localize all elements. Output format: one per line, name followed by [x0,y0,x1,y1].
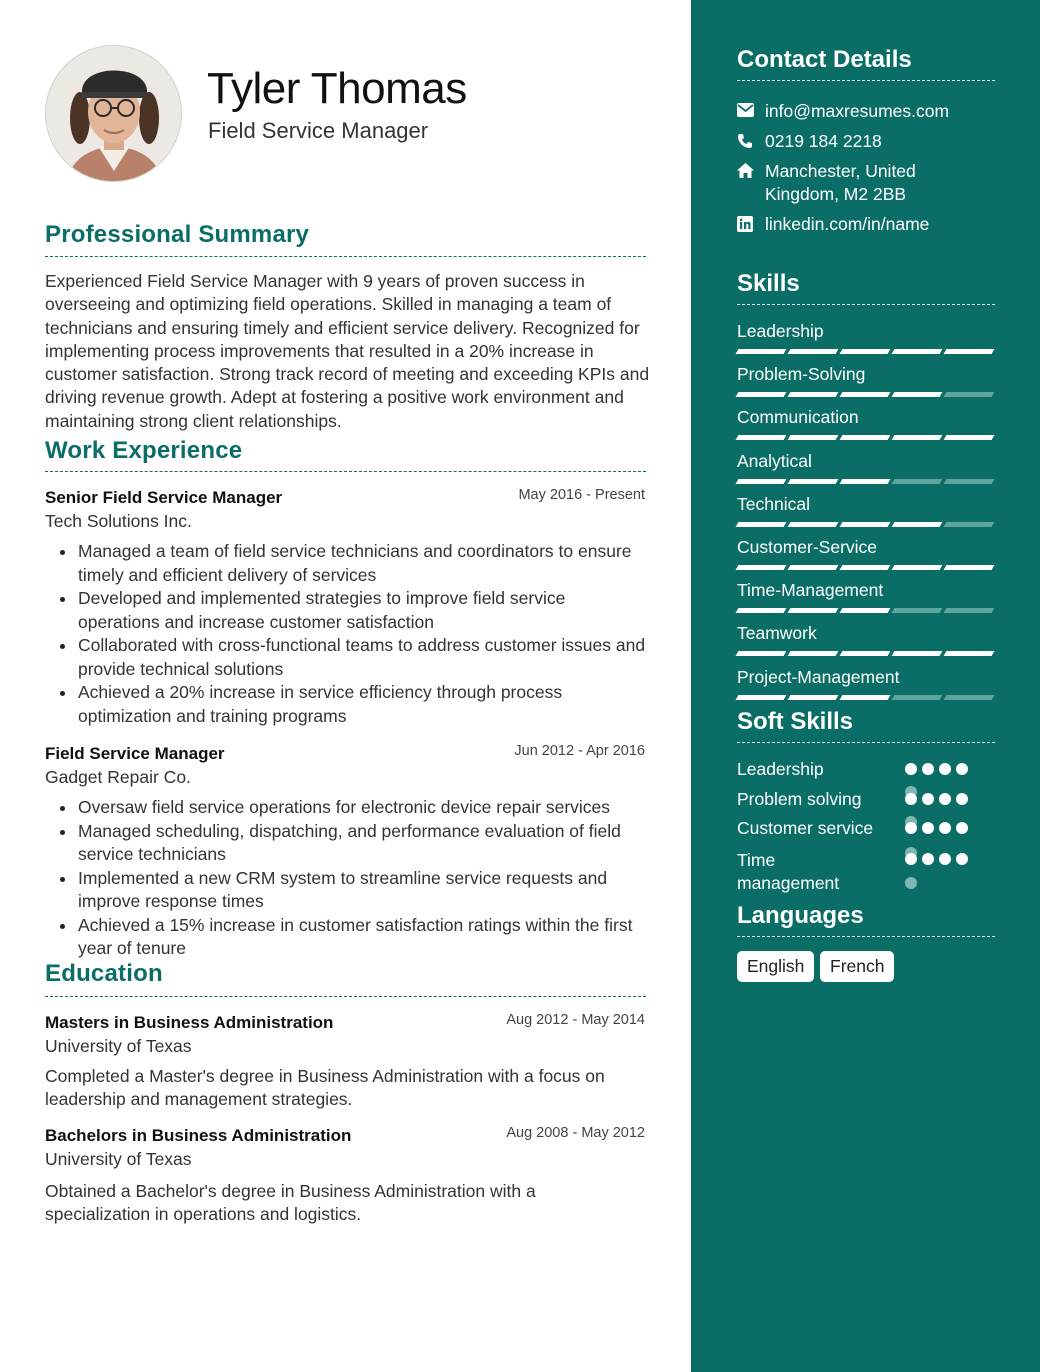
degree-title: Masters in Business Administration [45,1013,334,1032]
skill-segment-filled [840,651,891,656]
contact-linkedin-text: linkedin.com/in/name [765,214,930,234]
skill-level-bar [737,349,993,354]
education-description: Completed a Master's degree in Business Administration with a focus on leadership and management strategies. [45,1066,605,1110]
contact-email[interactable] [737,100,1007,123]
portrait-image [46,46,182,182]
skill-segment-filled [840,565,891,570]
soft-skill-label: Problem solving [737,789,862,809]
list-item: Collaborated with cross-functional teams to address customer issues and provide technical solutions [78,634,648,681]
skill-segment-filled [788,392,839,397]
skill-segment-filled [736,651,787,656]
skill-segment-filled [736,522,787,527]
skill-segment-filled [892,522,943,527]
school-name: University of Texas [45,1149,192,1169]
skill-label: Customer-Service [737,537,878,557]
skill-segment-filled [736,435,787,440]
job-company: Tech Solutions Inc. [45,511,192,531]
list-item: Achieved a 15% increase in customer satisfaction ratings within the first year of tenure [78,914,648,961]
soft-skill-label: Leadership [737,759,824,779]
skill-segment-filled [840,479,891,484]
candidate-name: Tyler Thomas [207,64,467,113]
skill-label: Project-Management [737,666,900,687]
sidebar [691,0,1040,1372]
skill-segment-filled [944,651,995,656]
soft-skill-label: Time management [737,850,840,893]
skill-segment-filled [840,522,891,527]
skill-level-bar [737,392,993,397]
soft-skill-rating [905,822,968,834]
job-date: Jun 2012 - Apr 2016 [514,743,645,759]
language-tag: French [820,951,894,982]
avatar [45,45,182,182]
job-title: Field Service Manager [45,744,225,763]
soft-skill-rating [905,763,968,775]
skill-level-bar [737,522,993,527]
section-title-soft-skills: Soft Skills [737,708,854,735]
skill-segment-filled [736,479,787,484]
envelope-icon [737,100,765,123]
skill-label: Problem-Solving [737,364,866,385]
skill-level-bar [737,479,993,484]
skill-segment-filled [788,479,839,484]
skill-level-bar [737,608,993,613]
skill-level-bar [737,565,993,570]
skill-segment-filled [788,608,839,613]
section-title-languages: Languages [737,902,864,929]
summary-text: Experienced Field Service Manager with 9 years of proven success in overseeing and optimizing field operations. Skilled in managing a team of technicians and ensuring timely and efficient service delivery. Recognized for implementing process improvements that resulted in a 20% increase in customer satisfaction. Strong track record of meeting and exceeding KPIs and driving revenue growth. Adept at fostering a positive work environment and maintaining strong client relationships. [45,271,650,431]
skill-segment-filled [944,565,995,570]
list-item: Managed scheduling, dispatching, and performance evaluation of field service technicians [78,820,648,867]
skill-segment-filled [840,695,891,700]
skill-segment-filled [840,349,891,354]
job-bullets [78,540,648,728]
job-date: May 2016 - Present [518,487,645,503]
section-divider [737,80,995,81]
list-item: Developed and implemented strategies to improve field service operations and increase customer satisfaction [78,587,648,634]
skill-segment-empty [944,479,995,484]
list-item: Oversaw field service operations for electronic device repair services [78,796,648,820]
skill-segment-filled [736,349,787,354]
language-tag: English [737,951,814,982]
skill-segment-filled [788,565,839,570]
job-title: Senior Field Service Manager [45,488,283,507]
skill-segment-filled [788,349,839,354]
skill-segment-filled [788,651,839,656]
skill-label: Analytical [737,450,812,471]
phone-icon [737,130,765,153]
skill-segment-filled [840,392,891,397]
section-title-summary: Professional Summary [45,221,310,248]
skill-segment-filled [736,695,787,700]
contact-email-text: info@maxresumes.com [765,101,950,121]
skill-segment-filled [840,435,891,440]
soft-skill-rating [905,793,968,805]
skill-segment-empty [944,608,995,613]
skill-segment-filled [788,522,839,527]
section-divider [737,304,995,305]
education-date: Aug 2012 - May 2014 [506,1012,645,1028]
skill-segment-empty [892,608,943,613]
skill-segment-empty [944,695,995,700]
soft-skill-rating-off [905,877,917,889]
section-title-skills: Skills [737,270,800,297]
contact-phone-text: 0219 184 2218 [765,131,882,151]
skill-label: Technical [737,493,810,514]
section-title-contact: Contact Details [737,46,912,73]
contact-address [737,160,967,206]
skill-segment-filled [944,349,995,354]
skill-segment-filled [788,435,839,440]
skill-segment-filled [736,565,787,570]
section-divider [737,742,995,743]
section-title-education: Education [45,960,163,987]
list-item: Implemented a new CRM system to streamline service requests and improve response times [78,867,648,914]
list-item: Managed a team of field service technicians and coordinators to ensure timely and efficient delivery of services [78,540,648,587]
degree-title: Bachelors in Business Administration [45,1126,352,1145]
section-divider [45,471,646,472]
job-bullets [78,796,648,961]
list-item: Achieved a 20% increase in service efficiency through process optimization and training programs [78,681,648,728]
skill-segment-empty [892,479,943,484]
job-company: Gadget Repair Co. [45,767,191,787]
skill-segment-filled [944,435,995,440]
linkedin-icon [737,213,765,236]
soft-skill-rating [905,853,968,865]
skill-segment-filled [788,695,839,700]
home-icon [737,160,765,206]
section-divider [737,936,995,937]
skill-level-bar [737,435,993,440]
skill-segment-filled [736,392,787,397]
candidate-title: Field Service Manager [208,118,429,143]
contact-linkedin[interactable] [737,213,1007,236]
skill-label: Teamwork [737,623,817,644]
skill-segment-filled [892,651,943,656]
skill-label: Communication [737,407,859,428]
education-description: Obtained a Bachelor's degree in Business Administration with a specialization in operations and logistics. [45,1181,536,1225]
skill-segment-filled [736,608,787,613]
skill-level-bar [737,651,993,656]
skill-segment-empty [944,392,995,397]
skill-segment-filled [892,349,943,354]
soft-skill-label: Customer service [737,818,874,838]
skill-label: Time-Management [737,580,884,601]
skill-label: Leadership [737,321,824,341]
skill-segment-filled [892,435,943,440]
section-divider [45,256,646,257]
skill-segment-filled [840,608,891,613]
education-date: Aug 2008 - May 2012 [506,1125,645,1141]
skill-segment-empty [944,522,995,527]
contact-phone[interactable] [737,130,1007,153]
skill-level-bar [737,695,993,700]
school-name: University of Texas [45,1036,192,1056]
skill-segment-filled [892,565,943,570]
section-divider [45,996,646,997]
skill-segment-empty [892,695,943,700]
contact-address-text: Manchester, United Kingdom, M2 2BB [765,161,916,204]
section-title-experience: Work Experience [45,437,243,464]
skill-segment-filled [892,392,943,397]
